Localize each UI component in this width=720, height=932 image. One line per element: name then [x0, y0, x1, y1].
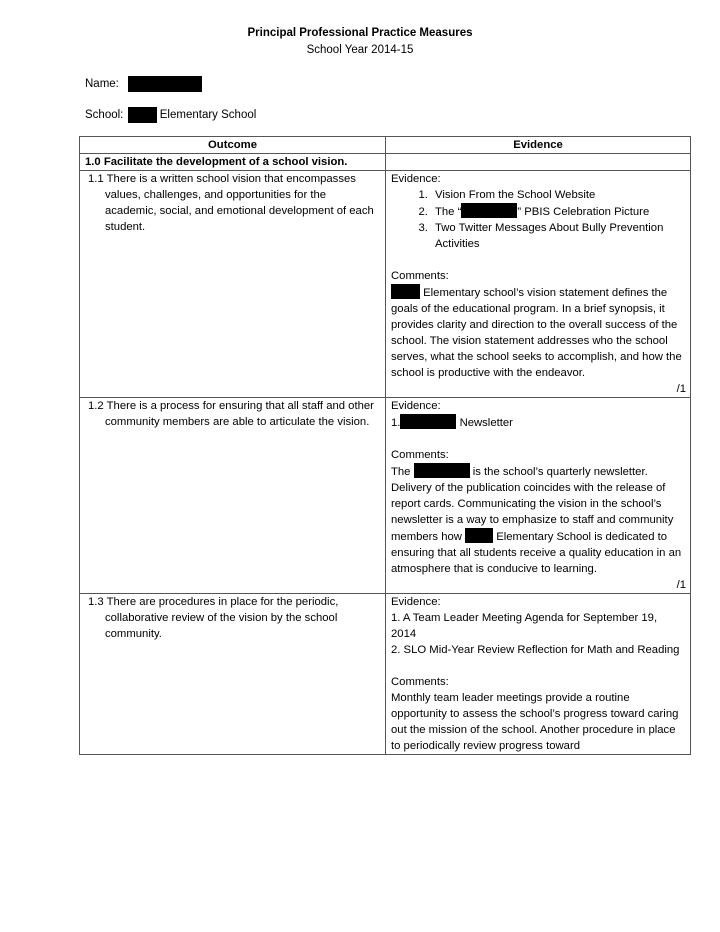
outcome-1-3: 1.3 There are procedures in place for the periodic, collaborative review of the vision by the school community. — [88, 596, 339, 640]
list-item: 1. Vision From the School Website — [431, 187, 685, 203]
score: /1 — [676, 579, 686, 591]
redacted-event-name — [461, 203, 517, 218]
list-item: 3. Two Twitter Messages About Bully Prevention Activities — [431, 220, 685, 252]
outcome-1-2: 1.2 There is a process for ensuring that all staff and other community members are able to articulate the vision. — [88, 400, 374, 428]
score: /1 — [676, 383, 686, 395]
table-row — [80, 398, 691, 594]
list-item: 2. SLO Mid-Year Review Reflection for Math and Reading — [391, 644, 680, 656]
comments-label: Comments: — [391, 270, 449, 282]
redacted-newsletter-name — [400, 414, 456, 429]
redacted-school — [128, 107, 157, 123]
evidence-label: Evidence: — [391, 596, 441, 608]
evidence-list — [391, 187, 685, 252]
list-item: 2. The “ ” PBIS Celebration Picture — [431, 203, 685, 220]
table-row — [80, 594, 691, 755]
name-label: Name: — [85, 78, 119, 91]
evidence-label: Evidence: — [391, 400, 441, 412]
redacted-name — [128, 76, 202, 92]
outcome-evidence-table — [79, 136, 691, 755]
outcome-1-1: 1.1 There is a written school vision that encompasses values, challenges, and opportunities for the academic, social, and emotional development of each student. — [88, 173, 374, 233]
comments-label: Comments: — [391, 449, 449, 461]
list-item: 1. A Team Leader Meeting Agenda for September 19, 2014 — [391, 612, 658, 640]
comment-text: The is the school’s quarterly newsletter. Delivery of the publication coincides with the release of report cards. Communicating the vision in the school’s newsletter is a way to emphasize to staff and community members how Elementary School is dedicated to ensuring that all students receive a quality education in an atmosphere that is conducive to learning. — [391, 463, 685, 577]
table-header-row — [80, 137, 691, 154]
list-item: 1. Newsletter — [391, 414, 685, 431]
section-title: 1.0 Facilitate the development of a school vision. — [80, 154, 386, 171]
comment-text: Monthly team leader meetings provide a routine opportunity to assess the school’s progress toward caring out the mission of the school. Another procedure in place to periodically review progress toward — [391, 692, 679, 752]
document-title: Principal Professional Practice Measures — [247, 27, 473, 39]
outcome-header: Outcome — [80, 137, 386, 154]
school-label: School: — [85, 109, 124, 122]
table-row — [80, 171, 691, 398]
name-field — [85, 76, 202, 92]
school-field — [85, 107, 256, 123]
comment-text: Elementary school’s vision statement defines the goals of the educational program. In a brief synopsis, it provides clarity and direction to the overall success of the school. The vision statement addresses who the school serves, what the school seeks to accomplish, and how the school is productive with the endeavor. — [391, 284, 685, 381]
comments-label: Comments: — [391, 676, 449, 688]
school-suffix: Elementary School — [159, 109, 257, 122]
redacted-school — [465, 528, 493, 543]
evidence-header: Evidence — [386, 137, 691, 154]
redacted-newsletter-name — [414, 463, 470, 478]
document-subtitle: School Year 2014-15 — [306, 44, 414, 56]
section-row — [80, 154, 691, 171]
evidence-label: Evidence: — [391, 173, 441, 185]
redacted-school — [391, 284, 420, 299]
